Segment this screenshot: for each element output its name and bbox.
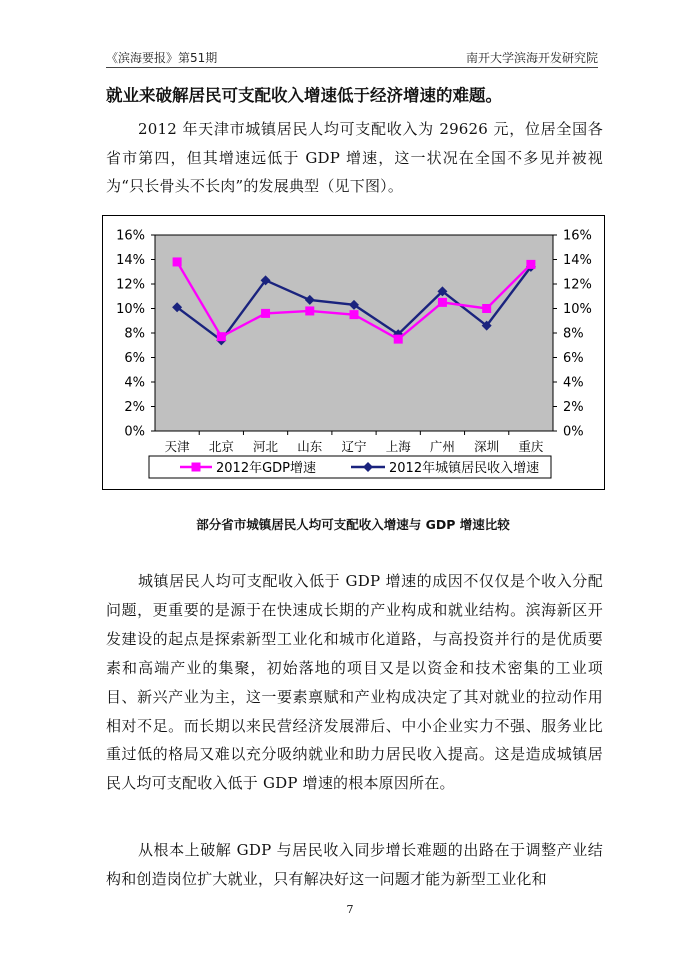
y-tick-label-right: 4% — [563, 375, 584, 391]
header-institute: 南开大学滨海开发研究院 — [465, 51, 598, 65]
x-tick-label: 辽宁 — [341, 439, 367, 454]
gdp-point — [438, 298, 447, 307]
x-tick-label: 重庆 — [518, 439, 544, 454]
y-tick-label-left: 12% — [116, 277, 145, 293]
y-tick-label-right: 16% — [563, 228, 592, 244]
paragraph-intro: 2012 年天津市城镇居民人均可支配收入为 29626 元，位居全国各省市第四，但其增速远低于 GDP 增速，这一状况在全国不多见并被视为“只长骨头不长肉”的发展典型（见下图）。 — [106, 120, 603, 196]
y-tick-label-right: 8% — [563, 326, 584, 342]
y-tick-label-left: 16% — [116, 228, 145, 244]
y-tick-label-left: 8% — [124, 326, 145, 342]
section-heading: 就业来破解居民可支配收入增速低于经济增速的难题。 — [106, 86, 502, 105]
comparison-chart — [102, 215, 605, 490]
x-tick-label: 深圳 — [474, 439, 500, 454]
x-tick-label: 山东 — [297, 439, 323, 454]
x-tick-label: 天津 — [164, 439, 190, 454]
page-header — [106, 49, 598, 67]
gdp-point — [173, 257, 182, 266]
y-tick-label-right: 14% — [563, 253, 592, 268]
x-tick-label: 北京 — [208, 439, 234, 454]
paragraph-solution: 从根本上破解 GDP 与居民收入同步增长难题的出路在于调整产业结构和创造岗位扩大就业，只有解决好这一问题才能为新型工业化和 — [106, 841, 603, 888]
gdp-point — [350, 310, 359, 319]
y-tick-label-right: 10% — [563, 302, 592, 317]
y-tick-label-left: 10% — [116, 302, 145, 317]
y-tick-label-right: 2% — [563, 400, 584, 415]
gdp-point — [217, 332, 226, 341]
chart-caption: 部分省市城镇居民人均可支配收入增速与 GDP 增速比较 — [196, 517, 510, 532]
y-tick-label-right: 6% — [563, 351, 584, 366]
gdp-point — [526, 260, 535, 269]
gdp-point — [394, 335, 403, 344]
x-tick-label: 广州 — [429, 439, 455, 454]
y-tick-label-right: 0% — [563, 424, 584, 440]
paragraph-causes: 城镇居民人均可支配收入低于 GDP 增速的成因不仅仅是个收入分配问题，更重要的是源于在快速成长期的产业构成和就业结构。滨海新区开发建设的起点是探索新型工业化和城市化道路，与高投资并行的是优质要素和高端产业的集聚，初始落地的项目又是以资金和技术密集的工业项目、新兴产业为主，这一要素禀赋和产业构成决定了其对就业的拉动作用相对不足。而长期以来民营经济发展滞后、中小企业实力不强、服务业比重过低的格局又难以充分吸纳就业和助力居民收入提高。这是造成城镇居民人均可支配收入低于 GDP 增速的根本原因所在。 — [106, 572, 603, 793]
y-tick-label-left: 2% — [124, 400, 145, 415]
legend-label: 2012年GDP增速 — [216, 461, 317, 476]
gdp-point — [305, 306, 314, 315]
x-tick-label: 河北 — [253, 439, 279, 454]
y-tick-label-left: 6% — [124, 351, 145, 366]
legend-marker — [192, 463, 201, 472]
y-tick-label-left: 0% — [124, 424, 145, 440]
header-journal-title: 《滨海要报》第51期 — [106, 51, 218, 65]
x-tick-label: 上海 — [385, 439, 411, 454]
y-tick-label-right: 12% — [563, 277, 592, 293]
gdp-point — [261, 309, 270, 318]
header-divider — [106, 67, 598, 68]
gdp-point — [482, 304, 491, 313]
legend-label: 2012年城镇居民收入增速 — [389, 461, 540, 476]
y-tick-label-left: 4% — [124, 375, 145, 391]
chart-svg — [102, 215, 605, 490]
plot-area — [155, 235, 553, 431]
page-number: 7 — [346, 903, 354, 916]
y-tick-label-left: 14% — [116, 253, 145, 268]
